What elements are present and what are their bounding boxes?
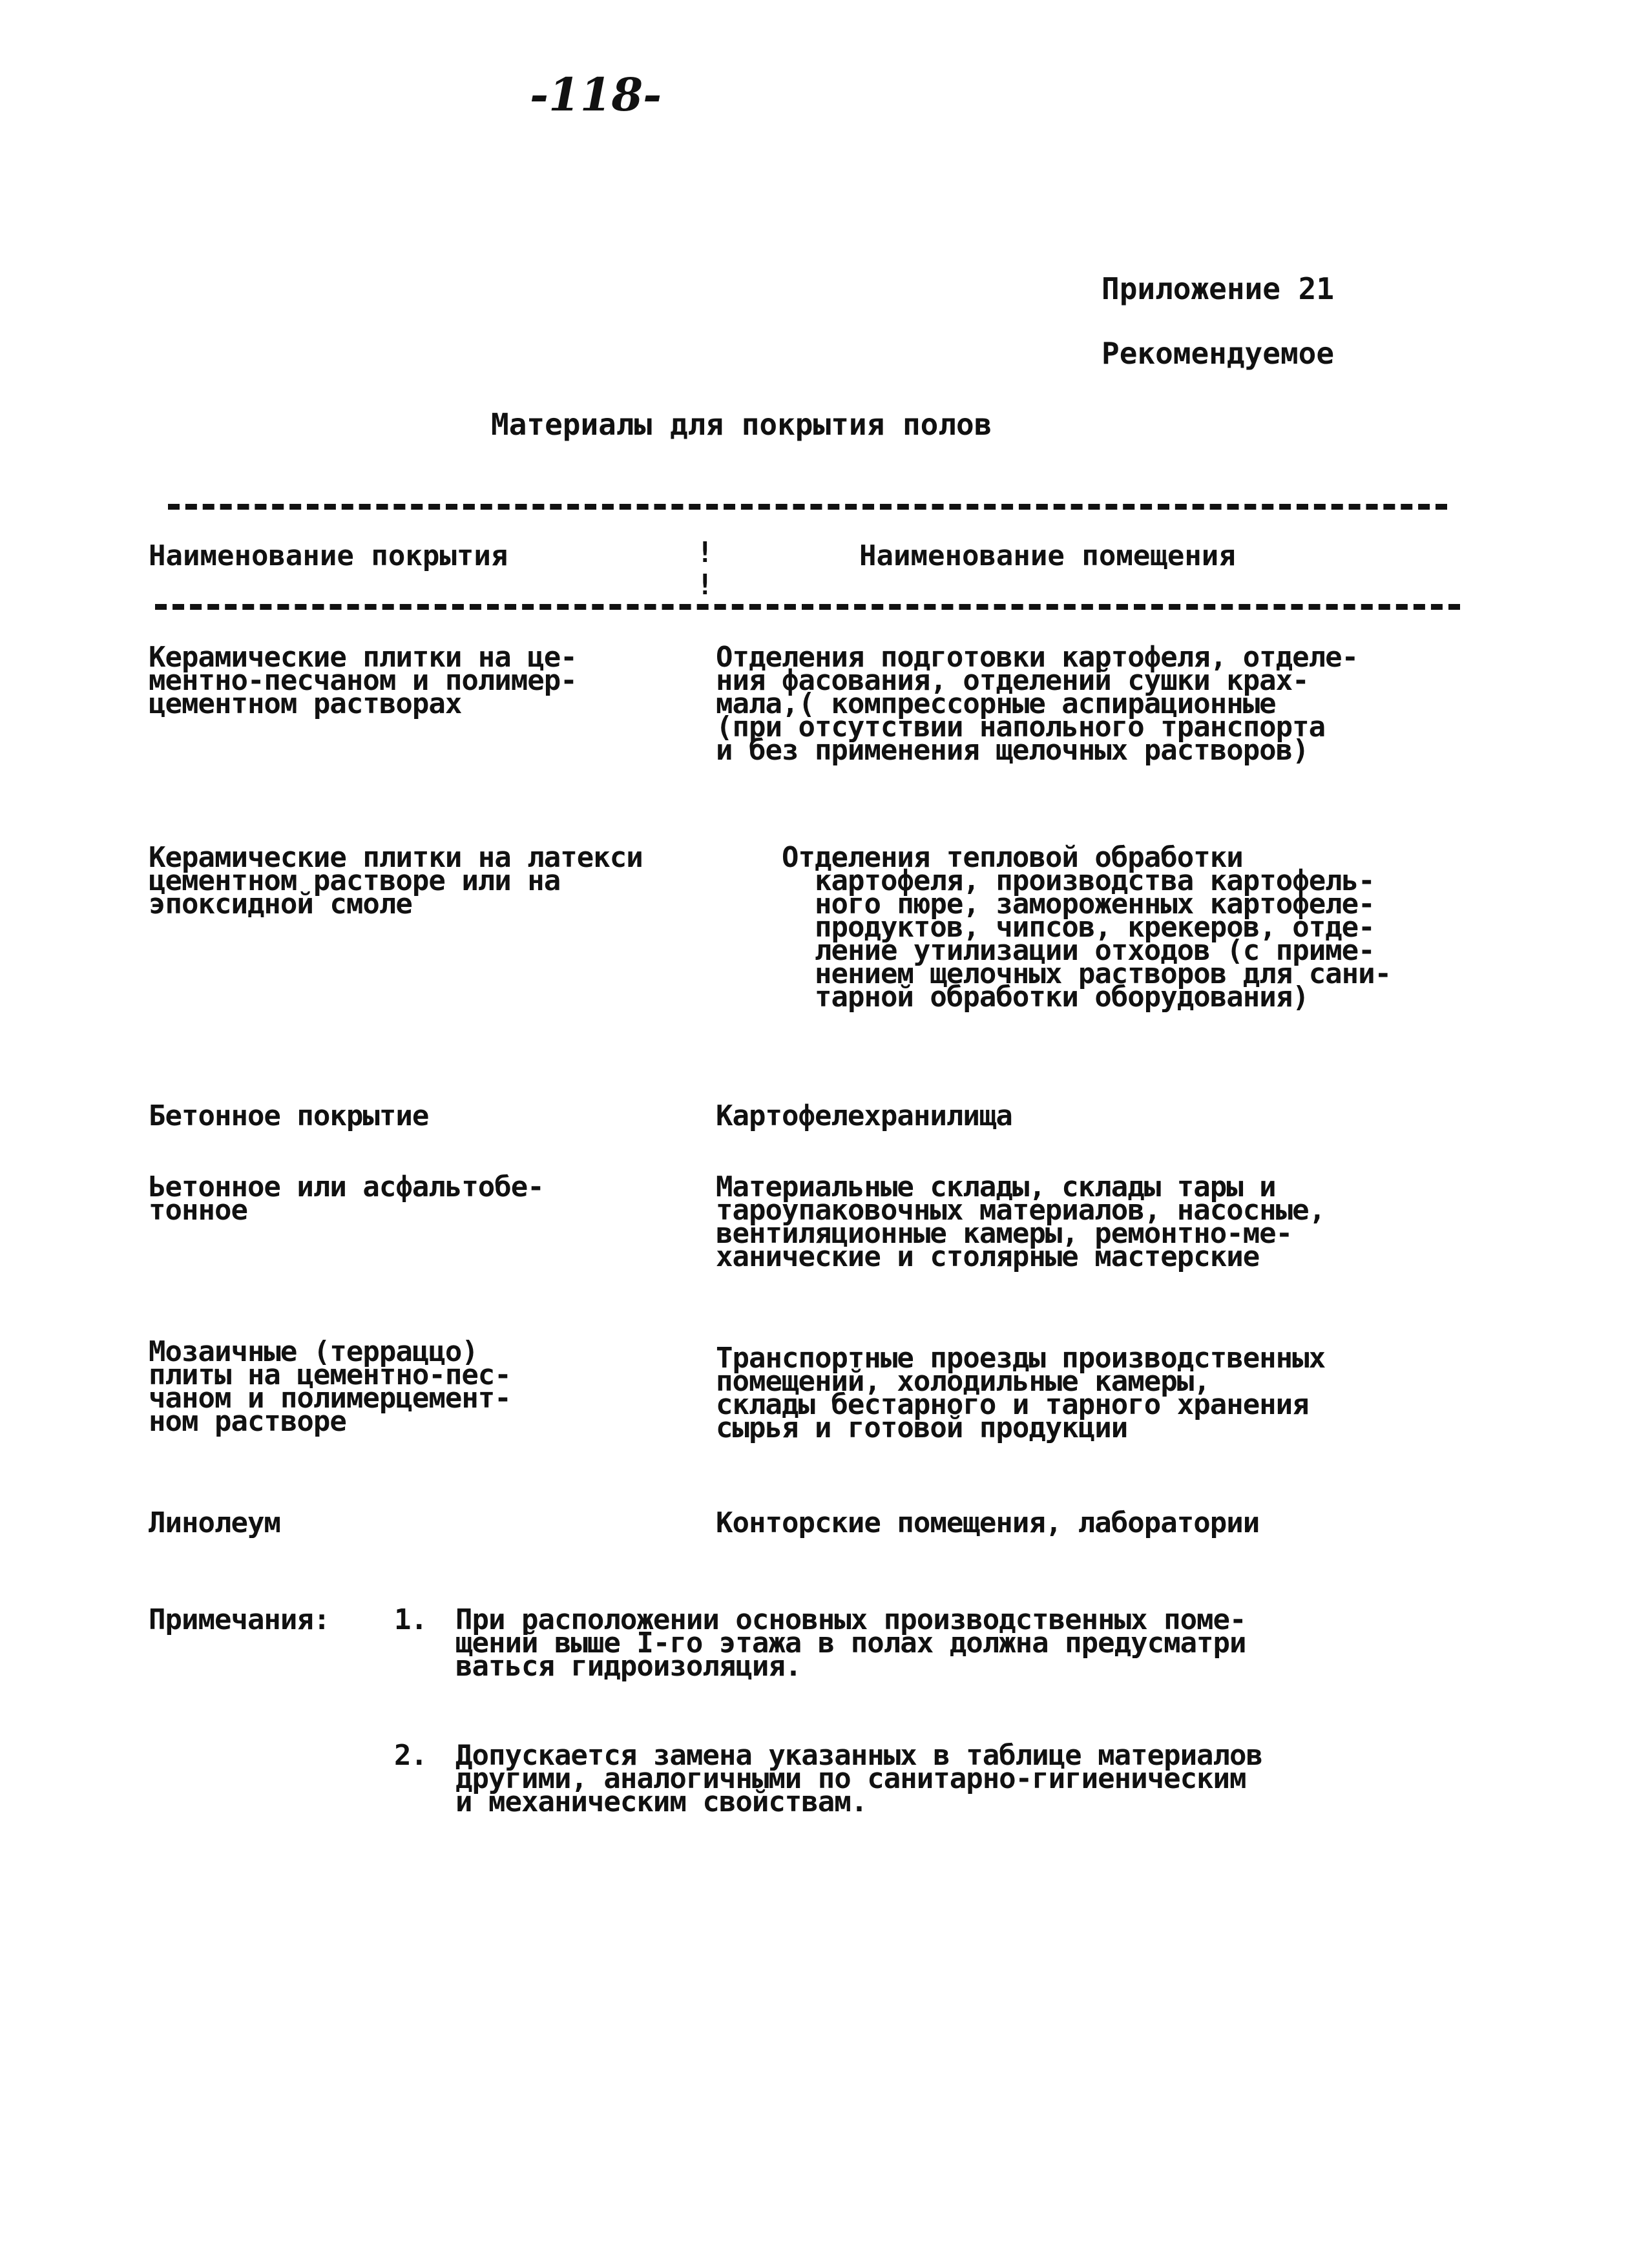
table-top-rule: [168, 504, 1447, 510]
row-5-room: [716, 1342, 1326, 1444]
note-2-line-1: Допускается замена указанных в таблице материалов: [455, 1739, 1263, 1772]
note-1-text: [455, 1603, 1246, 1683]
row-5-room-line-1: Транспортные проезды производственных: [716, 1342, 1326, 1375]
row-2-room: [782, 841, 1392, 1014]
row-4-room-line-2: тароупаковочных материалов, насосные,: [716, 1194, 1326, 1227]
note-2-line-2: другими, аналогичными по санитарно-гигиеническим: [455, 1762, 1246, 1795]
row-2-room-line-1: Отделения тепловой обработки: [782, 841, 1243, 874]
row-5-coating-line-3: чаном и полимерцемент-: [149, 1382, 511, 1415]
row-4-room-line-1: Материальные склады, склады тары и: [716, 1170, 1276, 1203]
row-1-coating-line-1: Керамические плитки на це-: [149, 641, 577, 674]
row-3-coating: [149, 1099, 429, 1132]
row-1-room-line-2: ния фасования, отделений сушки крах-: [716, 664, 1309, 697]
row-5-coating-line-2: плиты на цементно-пес-: [149, 1358, 511, 1391]
row-5-coating: [149, 1335, 511, 1438]
row-6-room: [716, 1506, 1260, 1539]
row-1-room-line-1: Отделения подготовки картофеля, отделе-: [716, 641, 1359, 674]
row-2-coating: [149, 841, 643, 921]
notes-label: Примечания:: [149, 1603, 330, 1636]
note-2-number: 2.: [394, 1739, 427, 1772]
row-6-coating: [149, 1506, 280, 1539]
row-2-room-line-6: нением щелочных растворов для сани-: [782, 957, 1392, 990]
page-number: -118-: [530, 68, 662, 121]
note-1-line-2: щений выше I-го этажа в полах должна предусматри: [455, 1627, 1246, 1659]
note-2-text: [455, 1739, 1263, 1818]
row-5-coating-line-1: Мозаичные (терраццо): [149, 1335, 478, 1368]
row-5-coating-line-4: ном растворе: [149, 1405, 346, 1438]
table-header-rule: [155, 604, 1460, 610]
row-4-room-line-3: вентиляционные камеры, ремонтно-ме-: [716, 1217, 1293, 1250]
row-6-coating-line-1: Линолеум: [149, 1506, 280, 1539]
note-1-line-1: При расположении основных производственных поме-: [455, 1603, 1246, 1636]
row-1-room: [716, 641, 1359, 767]
note-2-line-3: и механическим свойствам.: [455, 1785, 868, 1818]
header-separator-lower: !: [696, 568, 714, 601]
row-4-room: [716, 1170, 1326, 1273]
row-3-room: [716, 1099, 1012, 1132]
row-4-coating: [149, 1170, 544, 1227]
row-1-room-line-4: (при отсутствии напольного транспорта: [716, 711, 1326, 744]
row-2-room-line-2: картофеля, производства картофель-: [782, 864, 1375, 897]
header-coating: Наименование покрытия: [149, 539, 508, 572]
row-2-room-line-5: ление утилизации отходов (с приме-: [782, 934, 1375, 967]
row-5-room-line-3: склады бестарного и тарного хранения: [716, 1388, 1309, 1421]
row-2-coating-line-3: эпоксидной смоле: [149, 888, 412, 921]
row-1-room-line-5: и без применения щелочных растворов): [716, 734, 1309, 767]
row-3-coating-line-1: Бетонное покрытие: [149, 1099, 429, 1132]
row-2-room-line-4: продуктов, чипсов, крекеров, отде-: [782, 911, 1375, 944]
appendix-status: Рекомендуемое: [1102, 336, 1335, 371]
row-2-room-line-3: ного пюре, замороженных картофеле-: [782, 888, 1375, 921]
header-room: Наименование помещения: [859, 539, 1236, 572]
document-title: Материалы для покрытия полов: [491, 407, 992, 442]
row-2-coating-line-2: цементном растворе или на: [149, 864, 561, 897]
row-2-room-line-7: тарной обработки оборудования): [782, 981, 1309, 1014]
note-1-line-3: ваться гидроизоляция.: [455, 1650, 802, 1683]
row-1-coating: [149, 641, 577, 720]
row-4-coating-line-2: тонное: [149, 1194, 247, 1227]
row-5-room-line-2: помещений, холодильные камеры,: [716, 1365, 1210, 1398]
row-6-room-line-1: Конторские помещения, лаборатории: [716, 1506, 1260, 1539]
row-1-coating-line-2: ментно-песчаном и полимер-: [149, 664, 577, 697]
appendix-title: Приложение 21: [1102, 271, 1335, 306]
row-4-room-line-4: ханические и столярные мастерские: [716, 1240, 1260, 1273]
row-4-coating-line-1: Ьетонное или асфальтобе-: [149, 1170, 544, 1203]
header-separator: !: [696, 536, 714, 569]
row-2-coating-line-1: Керамические плитки на латекси: [149, 841, 643, 874]
row-3-room-line-1: Картофелехранилища: [716, 1099, 1012, 1132]
row-1-coating-line-3: цементном растворах: [149, 687, 462, 720]
note-1-number: 1.: [394, 1603, 427, 1636]
row-5-room-line-4: сырья и готовой продукции: [716, 1411, 1128, 1444]
row-1-room-line-3: мала,( компрессорные аспирационные: [716, 687, 1276, 720]
